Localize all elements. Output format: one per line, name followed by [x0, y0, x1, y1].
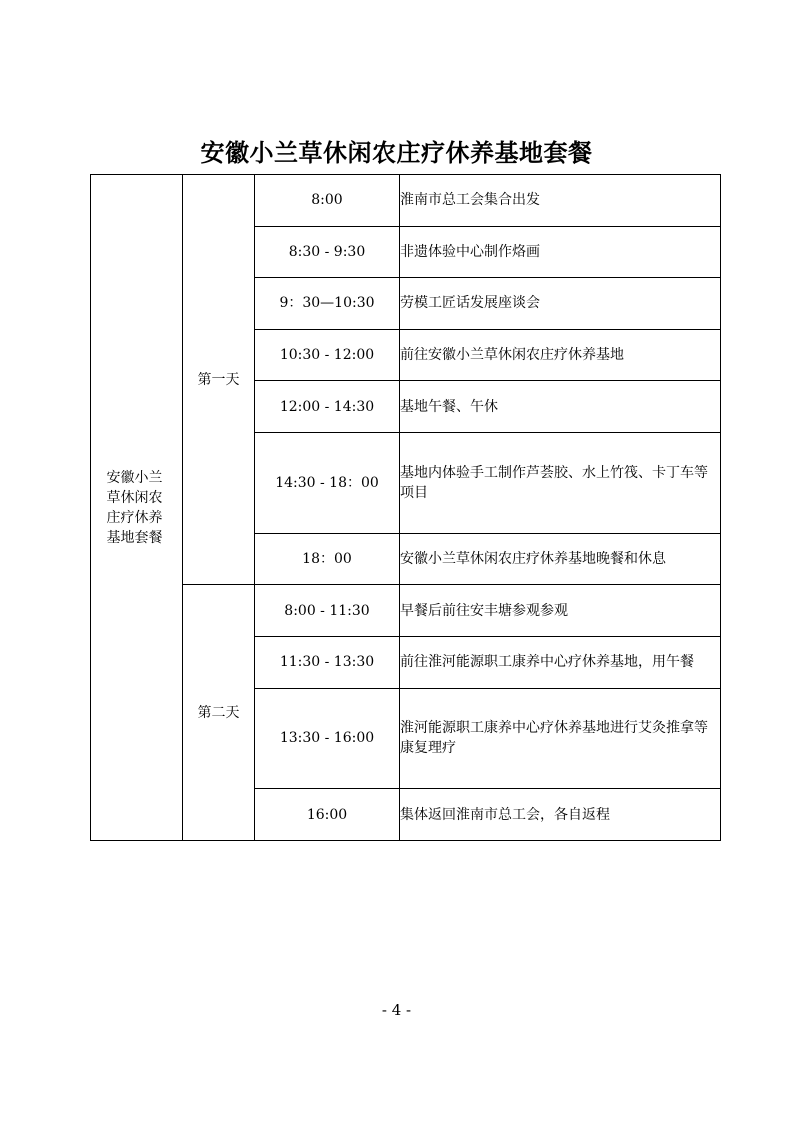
activity-cell: 集体返回淮南市总工会，各自返程 — [400, 789, 721, 841]
time-cell: 13:30 - 16:00 — [255, 688, 400, 789]
activity-cell: 淮河能源职工康养中心疗休养基地进行艾灸推拿等康复理疗 — [400, 688, 721, 789]
schedule-table — [90, 174, 721, 841]
day-1-label: 第一天 — [183, 175, 255, 585]
activity-cell: 早餐后前往安丰塘参观参观 — [400, 585, 721, 637]
activity-cell: 基地内体验手工制作芦荟胶、水上竹筏、卡丁车等项目 — [400, 432, 721, 533]
time-cell: 18：00 — [255, 533, 400, 585]
day-2-label: 第二天 — [183, 585, 255, 841]
activity-cell: 非遗体验中心制作烙画 — [400, 226, 721, 278]
package-name: 安徽小兰草休闲农庄疗休养基地套餐 — [106, 469, 163, 546]
time-cell: 14:30 - 18：00 — [255, 432, 400, 533]
table-row — [91, 585, 721, 637]
activity-cell: 前往淮河能源职工康养中心疗休养基地，用午餐 — [400, 636, 721, 688]
time-cell: 8:00 - 11:30 — [255, 585, 400, 637]
table-row — [91, 175, 721, 227]
time-cell: 9：30—10:30 — [255, 278, 400, 330]
activity-cell: 淮南市总工会集合出发 — [400, 175, 721, 227]
time-cell: 12:00 - 14:30 — [255, 381, 400, 433]
time-cell: 16:00 — [255, 789, 400, 841]
time-cell: 8:00 — [255, 175, 400, 227]
document-title: 安徽小兰草休闲农庄疗休养基地套餐 — [200, 139, 593, 167]
time-cell: 8:30 - 9:30 — [255, 226, 400, 278]
activity-cell: 安徽小兰草休闲农庄疗休养基地晚餐和休息 — [400, 533, 721, 585]
time-cell: 10:30 - 12:00 — [255, 329, 400, 381]
package-name-cell — [91, 175, 183, 841]
time-cell: 11:30 - 13:30 — [255, 636, 400, 688]
page-number: - 4 - — [381, 1001, 412, 1019]
activity-cell: 基地午餐、午休 — [400, 381, 721, 433]
activity-cell: 前往安徽小兰草休闲农庄疗休养基地 — [400, 329, 721, 381]
activity-cell: 劳模工匠话发展座谈会 — [400, 278, 721, 330]
